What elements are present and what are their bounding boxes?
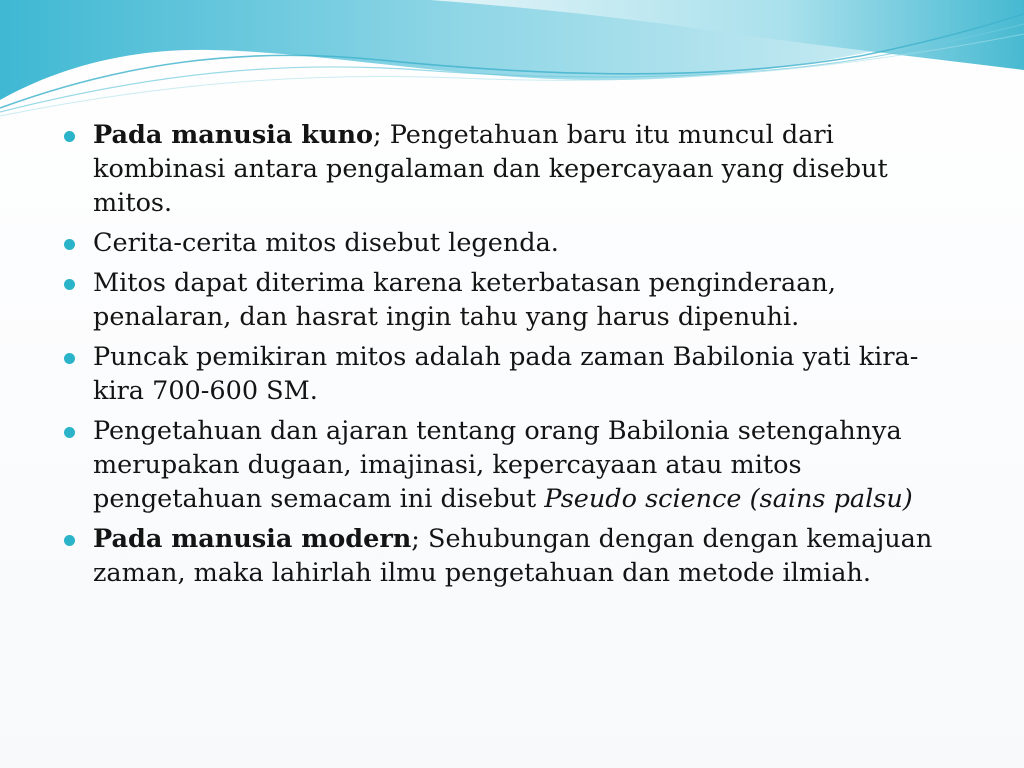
bullet-dot-icon — [64, 427, 75, 438]
bullet-item-modern-humans — [62, 522, 942, 590]
bullet-lead: Pada manusia kuno — [93, 120, 374, 150]
bullet-dot-icon — [64, 131, 75, 142]
bullet-text: ; Sehubungan dengan dengan kemajuan zaman, maka lahirlah ilmu pengetahuan dan metode ilmiah. — [93, 524, 933, 588]
bullet-text: Cerita-cerita mitos disebut legenda. — [93, 228, 559, 258]
bullet-item-legends — [62, 226, 942, 260]
bullet-dot-icon — [64, 239, 75, 250]
bullet-text: Pengetahuan dan ajaran tentang orang Babilonia setengahnya merupakan dugaan, imajinasi, kepercayaan atau mitos pengetahuan semacam ini disebut — [93, 416, 902, 514]
bullet-item-myth-acceptance — [62, 266, 942, 334]
bullet-text: Puncak pemikiran mitos adalah pada zaman Babilonia yati kira-kira 700-600 SM. — [93, 342, 919, 406]
bullet-list — [62, 118, 942, 590]
bullet-lead: Pada manusia modern — [93, 524, 412, 554]
bullet-item-babylonia-peak — [62, 340, 942, 408]
bullet-dot-icon — [64, 353, 75, 364]
bullet-item-ancient-humans — [62, 118, 942, 220]
header-wave-decoration — [0, 0, 1024, 120]
bullet-dot-icon — [64, 279, 75, 290]
bullet-text: ; Pengetahuan baru itu muncul dari kombinasi antara pengalaman dan kepercayaan yang disebut mitos. — [93, 120, 888, 218]
bullet-text: Mitos dapat diterima karena keterbatasan penginderaan, penalaran, dan hasrat ingin tahu yang harus dipenuhi. — [93, 268, 836, 332]
bullet-dot-icon — [64, 535, 75, 546]
bullet-item-pseudo-science — [62, 414, 942, 516]
bullet-content — [62, 118, 942, 596]
bullet-italic-term: Pseudo science (sains palsu) — [544, 484, 913, 514]
